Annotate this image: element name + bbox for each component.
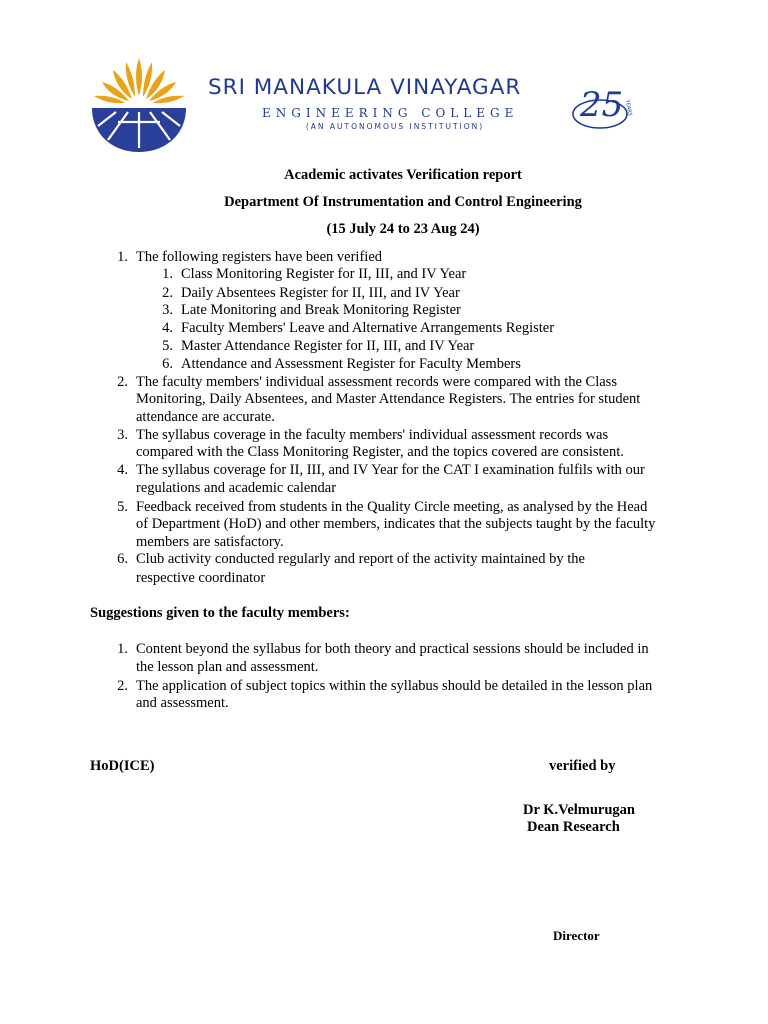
list-number: 1. (117, 641, 128, 657)
sub-list-number: 2. (162, 285, 173, 301)
list-text: the lesson plan and assessment. (136, 659, 319, 675)
list-number: 6. (117, 551, 128, 567)
list-text: and assessment. (136, 695, 229, 711)
list-text: Feedback received from students in the Quality Circle meeting, as analysed by the Head (136, 499, 648, 515)
sub-list-text: Master Attendance Register for II, III, and IV Year (181, 338, 475, 354)
list-number: 2. (117, 374, 128, 390)
list-text: regulations and academic calendar (136, 480, 337, 496)
list-number: 5. (117, 499, 128, 515)
list-number: 1. (117, 249, 128, 265)
sub-list-text: Class Monitoring Register for II, III, and IV Year (181, 266, 467, 282)
sub-list-number: 4. (162, 320, 173, 336)
list-text: members are satisfactory. (136, 534, 284, 550)
director-label: Director (553, 928, 600, 943)
list-text: Monitoring, Daily Absentees, and Master Attendance Registers. The entries for student (136, 391, 641, 407)
report-title: Academic activates Verification report (284, 167, 522, 183)
list-text: Club activity conducted regularly and report of the activity maintained by the (136, 551, 585, 567)
list-text: of Department (HoD) and other members, indicates that the subjects taught by the faculty (136, 516, 656, 532)
anniversary-badge-icon (570, 78, 636, 134)
report-period: (15 July 24 to 23 Aug 24) (326, 221, 480, 237)
college-logo-icon (88, 56, 190, 156)
list-text: The application of subject topics within the syllabus should be detailed in the lesson plan (136, 678, 653, 694)
list-text: The faculty members' individual assessment records were compared with the Class (136, 374, 617, 390)
sub-list-number: 6. (162, 356, 173, 372)
suggestions-heading: Suggestions given to the faculty members: (90, 605, 350, 621)
list-text: Content beyond the syllabus for both theory and practical sessions should be included in (136, 641, 649, 657)
list-text: The following registers have been verified (136, 249, 383, 265)
anniversary-label: YEARS (624, 99, 633, 117)
sub-list-number: 3. (162, 302, 173, 318)
department-name: Department Of Instrumentation and Control Engineering (224, 194, 582, 210)
list-number: 4. (117, 462, 128, 478)
verifier-name: Dr K.Velmurugan (523, 802, 635, 818)
list-text: compared with the Class Monitoring Register, and the topics covered are consistent. (136, 444, 624, 460)
sub-list-text: Daily Absentees Register for II, III, and IV Year (181, 285, 460, 301)
list-text: respective coordinator (136, 570, 266, 586)
verified-by-label: verified by (549, 758, 616, 774)
sub-list-text: Late Monitoring and Break Monitoring Register (181, 302, 461, 318)
college-status: (AN AUTONOMOUS INSTITUTION) (305, 122, 485, 131)
college-subtitle: ENGINEERING COLLEGE (262, 106, 519, 120)
list-text: The syllabus coverage in the faculty members' individual assessment records was (136, 427, 609, 443)
sub-list-number: 5. (162, 338, 173, 354)
anniversary-number: 25 (580, 85, 624, 125)
list-text: The syllabus coverage for II, III, and IV Year for the CAT I examination fulfils with our (136, 462, 645, 478)
hod-signature-label: HoD(ICE) (90, 758, 155, 774)
college-name: SRI MANAKULA VINAYAGAR (208, 75, 522, 100)
list-text: attendance are accurate. (136, 409, 275, 425)
sub-list-text: Faculty Members' Leave and Alternative Arrangements Register (181, 320, 555, 336)
list-number: 2. (117, 678, 128, 694)
verifier-title: Dean Research (527, 819, 620, 835)
sub-list-text: Attendance and Assessment Register for Faculty Members (181, 356, 521, 372)
list-number: 3. (117, 427, 128, 443)
sub-list-number: 1. (162, 266, 173, 282)
